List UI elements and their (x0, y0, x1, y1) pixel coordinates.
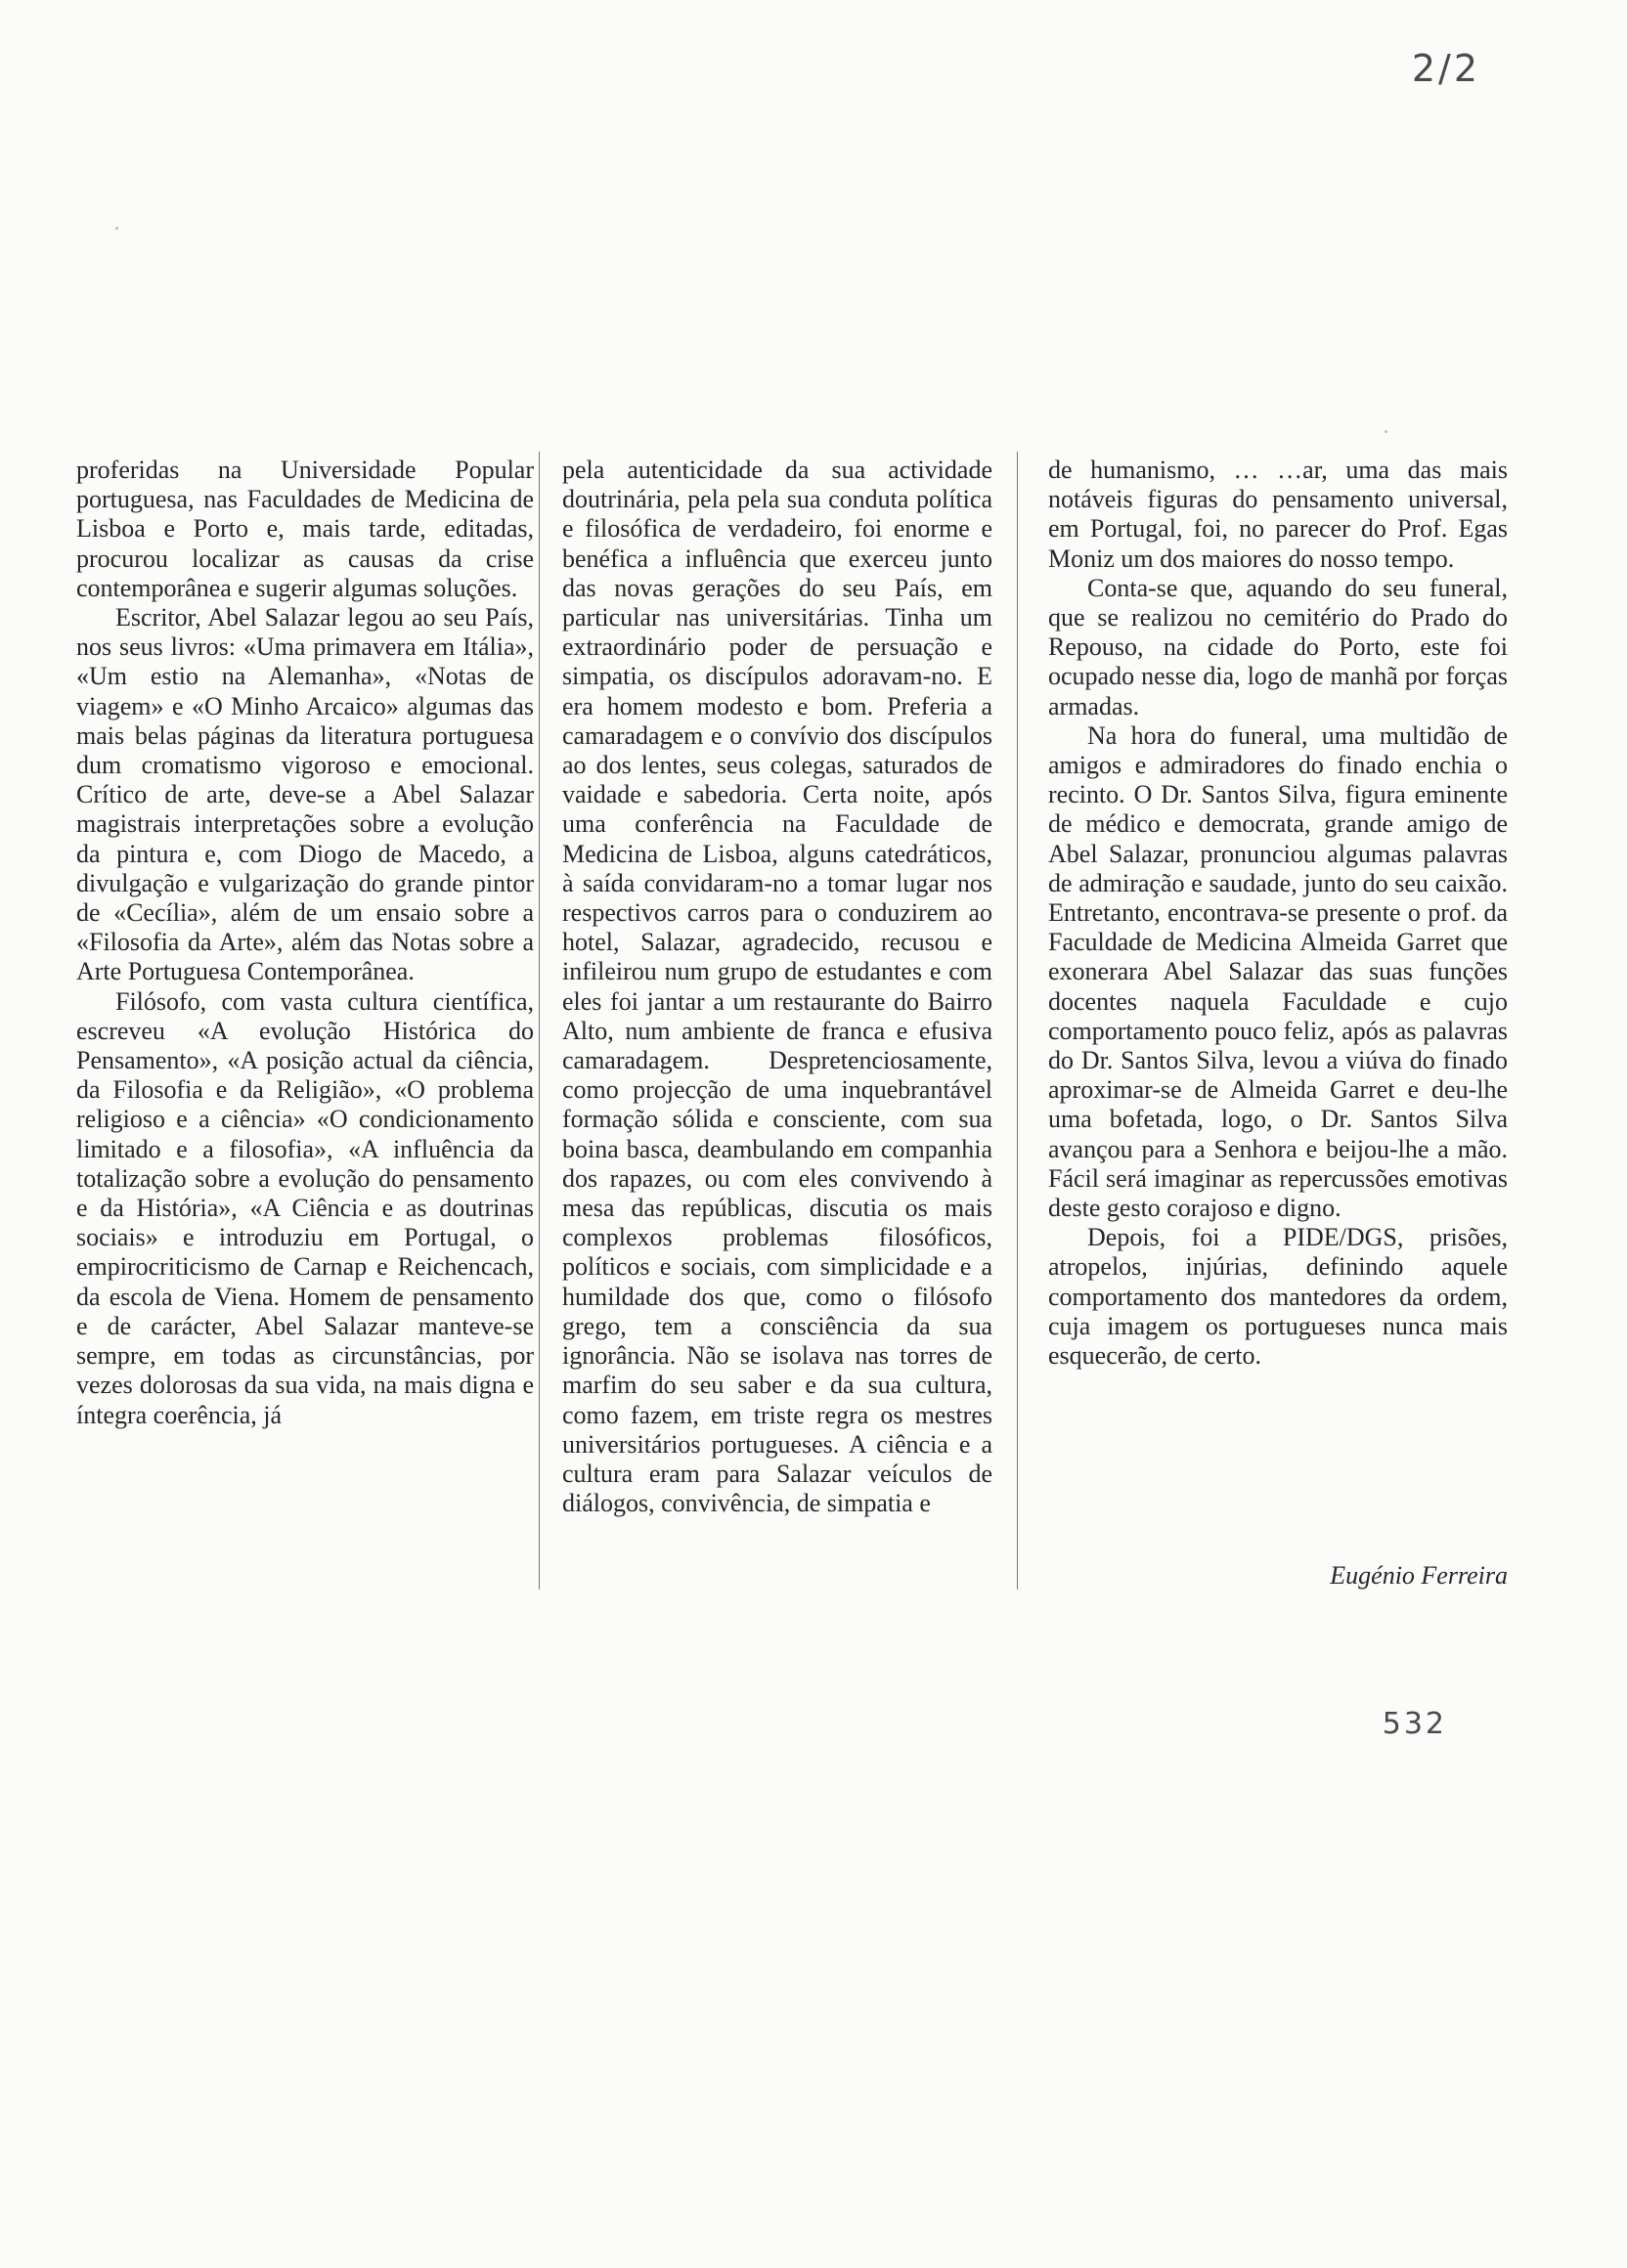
paragraph: Na hora do funeral, uma multidão de amigos e admiradores do finado enchia o recinto. O Dr. Santos Silva, figura eminente de médico e democrata, grande amigo de Abel Salazar, pronunciou algumas palavras de admiração e saudade, junto do seu caixão. Entretanto, encontrava-se presente o prof. da Faculdade de Medicina Almeida Garret que exonerara Abel Salazar das suas funções docentes naquela Faculdade e cujo comportamento pouco feliz, após as palavras do Dr. Santos Silva, levou a viúva do finado aproximar-se de Almeida Garret e deu-lhe uma bofetada, logo, o Dr. Santos Silva avançou para a Senhora e beijou-lhe a mão. Fácil será imaginar as repercussões emotivas deste gesto corajoso e digno. (1048, 720, 1508, 1223)
paragraph: Depois, foi a PIDE/DGS, prisões, atropelos, injúrias, definindo aquele comportamento dos mantedores da ordem, cuja imagem os portugueses nunca mais esquecerão, de certo. (1048, 1223, 1508, 1371)
paragraph: pela autenticidade da sua actividade doutrinária, pela pela sua conduta política e filosófica de verdadeiro, foi enorme e benéfica a influência que exerceu junto das novas gerações do seu País, em particular nas universitárias. Tinha um extraordinário poder de persuação e simpatia, os discípulos adoravam-no. E era homem modesto e bom. Preferia a camaradagem e o convívio dos discípulos ao dos lentes, seus colegas, saturados de vaidade e sabedoria. Certa noite, após uma conferência na Faculdade de Medicina de Lisboa, alguns catedráticos, à saída convidaram-no a tomar lugar nos respectivos carros para o conduzirem ao hotel, Salazar, agradecido, recusou e infileirou num grupo de estudantes e com eles foi jantar a um restaurante do Bairro Alto, num ambiente de franca e efusiva camaradagem. Despretenciosamente, como projecção de uma inquebrantável formação sólida e consciente, com sua boina basca, deambulando em companhia dos rapazes, ou com eles convivendo à mesa das repúblicas, discutia os mais complexos problemas filosóficos, políticos e sociais, com simplicidade e a humildade dos que, como o filósofo grego, tem a consciência da sua ignorância. Não se isolava nas torres de marfim do seu saber e da sua cultura, como fazem, em triste regra os mestres universitários portugueses. A ciência e a cultura eram para Salazar veículos de diálogos, convivência, de simpatia e (562, 456, 992, 1518)
page-number-bottom: 532 (1382, 1707, 1447, 1741)
paragraph: de humanismo, … …ar, uma das mais notáveis figuras do pensamento universal, em Portugal, foi, no parecer do Prof. Egas Moniz um dos maiores do nosso tempo. (1048, 456, 1508, 573)
paragraph: Conta-se que, aquando do seu funeral, que se realizou no cemitério do Prado do Repouso, na cidade do Porto, este foi ocupado nesse dia, logo de manhã por forças armadas. (1048, 573, 1508, 720)
column-2 (562, 456, 992, 1609)
column-3 (1048, 456, 1508, 1609)
column-1 (76, 456, 534, 1609)
page-number-top: 2/2 (1411, 47, 1480, 90)
speck (115, 227, 118, 230)
speck (1385, 430, 1387, 433)
article-columns (0, 456, 1627, 1609)
author-signature: Eugénio Ferreira (1330, 1561, 1508, 1590)
paragraph: Escritor, Abel Salazar legou ao seu País, nos seus livros: «Uma primavera em Itália», «Um estio na Alemanha», «Notas de viagem» e «O Minho Arcaico» algumas das mais belas páginas da literatura portuguesa dum cromatismo vigoroso e emocional. Crítico de arte, deve-se a Abel Salazar magistrais interpretações sobre a evolução da pintura e, com Diogo de Macedo, a divulgação e vulgarização do grande pintor de «Cecília», além de um ensaio sobre a «Filosofia da Arte», além das Notas sobre a Arte Portuguesa Contemporânea. (76, 603, 534, 986)
paragraph: proferidas na Universidade Popular portuguesa, nas Faculdades de Medicina de Lisboa e Porto e, mais tarde, editadas, procurou localizar as causas da crise contemporânea e sugerir algumas soluções. (76, 456, 534, 602)
paragraph: Filósofo, com vasta cultura científica, escreveu «A evolução Histórica do Pensamento», «A posição actual da ciência, da Filosofia e da Religião», «O problema religioso e a ciência» «O condicionamento limitado e a filosofia», «A influência da totalização sobre a evolução do pensamento e da História», «A Ciência e as doutrinas sociais» e introduziu em Portugal, o empirocriticismo de Carnap e Reichencach, da escola de Viena. Homem de pensamento e de carácter, Abel Salazar manteve-se sempre, em todas as circunstâncias, por vezes dolorosas da sua vida, na mais digna e íntegra coerência, já (76, 986, 534, 1429)
